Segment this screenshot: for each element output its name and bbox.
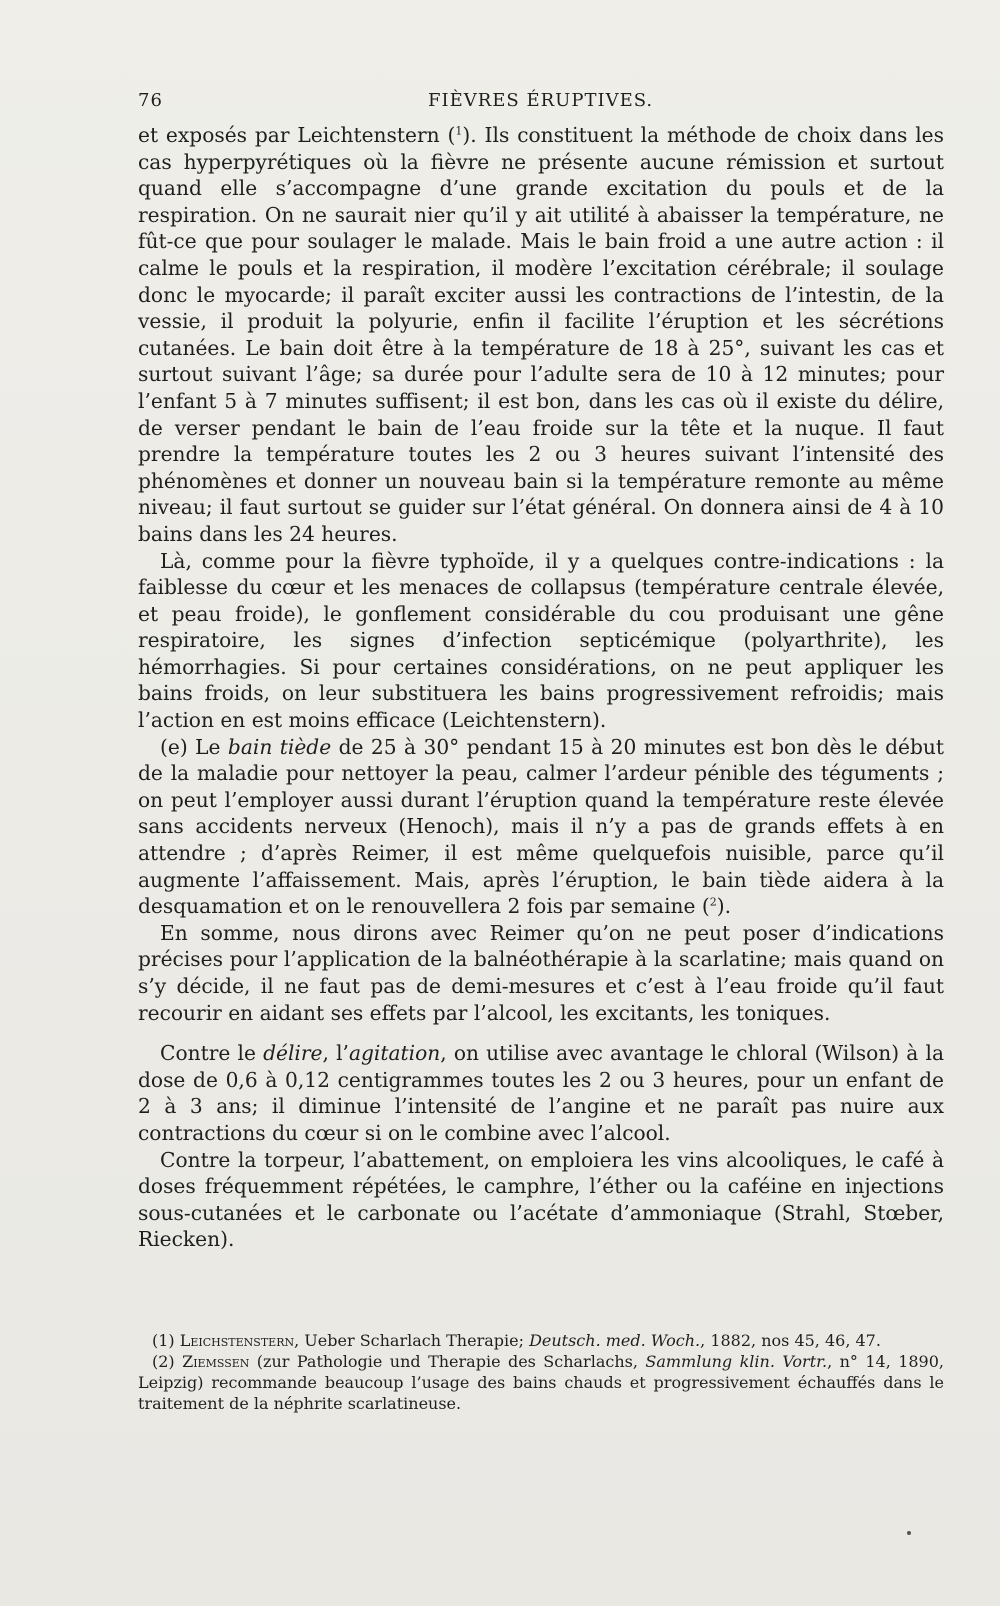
text-run: , n° 14, 1890, Leipzig) recommande beaucoup l’usage des bains chauds et progressivement échauffés dans le traitement de la néphrite scarlatineuse. xyxy=(138,1352,945,1413)
italic-term: agitation xyxy=(348,1041,441,1066)
paragraph-torpor: Contre la torpeur, l’abattement, on emploiera les vins alcooliques, le café à doses fréquemment répétées, le camphre, l’éther ou la caféine en injections sous-cutanées et le carbonate ou l’acétate d’ammoniaque (Strahl, Stœber, Riecken). xyxy=(138,1147,944,1252)
journal-title: Deutsch. med. Woch. xyxy=(529,1331,701,1350)
footnote-2 xyxy=(138,1351,944,1414)
footnote-author: Leichstenstern xyxy=(179,1331,295,1350)
footnote-ref-1: 1 xyxy=(455,124,463,138)
text-run: (zur Pathologie und Therapie des Scharlachs, xyxy=(249,1352,646,1371)
page-number: 76 xyxy=(138,90,163,111)
text-run: Contre le xyxy=(160,1041,264,1066)
text-run: , l’ xyxy=(322,1041,349,1066)
text-run: ). xyxy=(716,894,732,919)
paragraph-summary: En somme, nous dirons avec Reimer qu’on ne peut poser d’indications précises pour l’application de la balnéothérapie à la scarlatine; mais quand on s’y décide, il ne faut pas de demi-mesures et c’est à l’eau froide qu’il faut recourir en aidant ses effets par l’alcool, les excitants, les toniques. xyxy=(138,920,944,1025)
paragraph-cold-bath xyxy=(138,122,944,548)
footnote-author: Ziemssen xyxy=(182,1352,250,1371)
footnote-1 xyxy=(138,1330,944,1351)
footnote-ref-2: 2 xyxy=(709,895,717,909)
page-header xyxy=(138,90,938,114)
footnote-mark: (2) xyxy=(152,1352,175,1371)
text-run: et exposés par Leichtenstern ( xyxy=(138,123,456,147)
text-run: ). Ils constituent la méthode de choix dans les cas hyperpyrétiques où la fièvre ne présente aucune rémission et surtout quand elle s’accompagne d’une grande excitation du pouls et de la respiration. On ne saurait nier qu’il y ait utilité à abaisser la température, ne fût-ce que pour soulager le malade. Mais le bain froid a une autre action : il calme le pouls et la respiration, il modère l’excitation cérébrale; il soulage donc le myocarde; il paraît exciter aussi les contractions de l’intestin, de la vessie, il produit la polyurie, enfin il facilite l’éruption et les sécrétions cutanées. Le bain doit être à la température de 18 à 25°, suivant les cas et surtout suivant l’âge; sa durée pour l’adulte sera de 10 à 12 minutes; pour l’enfant 5 à 7 minutes suffisent; il est bon, dans les cas où il existe du délire, de verser pendant le bain de l’eau froide sur la tête et la nuque. Il faut prendre la température toutes les 2 ou 3 heures suivant l’intensité des phénomènes et donner un nouveau bain si la température remonte au même niveau; il faut surtout se guider sur l’état général. On donnera ainsi de 4 à 10 bains dans les 24 heures. xyxy=(138,123,944,546)
text-run: , Ueber Scharlach Therapie; xyxy=(294,1331,530,1350)
footnote-mark: (1) xyxy=(152,1331,175,1350)
paragraph-contraindications: Là, comme pour la fièvre typhoïde, il y a quelques contre-indications : la faiblesse du cœur et les menaces de collapsus (température centrale élevée, et peau froide), le gonflement considérable du cou produisant une gêne respiratoire, les signes d’infection septicémique (polyarthrite), les hémorrhagies. Si pour certaines considérations, on ne peut appliquer les bains froids, on leur substituera les bains progressivement refroidis; mais l’action en est moins efficace (Leichtenstern). xyxy=(138,548,944,733)
footnotes xyxy=(138,1330,944,1414)
text-run: , 1882, nos 45, 46, 47. xyxy=(700,1331,881,1350)
text-run: Le xyxy=(187,734,228,759)
paragraph-warm-bath xyxy=(138,734,944,920)
paragraph-delirium xyxy=(138,1040,944,1146)
journal-title: Sammlung klin. Vortr. xyxy=(645,1352,828,1371)
item-label: (e) xyxy=(160,734,188,759)
ink-speck xyxy=(907,1531,911,1535)
running-title: FIÈVRES ÉRUPTIVES. xyxy=(428,90,654,111)
text-run: , on utilise avec avantage le chloral (Wilson) à la dose de 0,6 à 0,12 centigrammes toutes les 2 ou 3 heures, pour un enfant de 2 à 3 ans; il diminue l’intensité de l’angine et ne paraît pas nuire aux contractions du cœur si on le combine avec l’alcool. xyxy=(138,1041,944,1145)
body-text xyxy=(138,122,944,1253)
italic-term: délire xyxy=(263,1041,323,1066)
italic-term: bain tiède xyxy=(227,734,332,759)
text-run: de 25 à 30° pendant 15 à 20 minutes est bon dès le début de la maladie pour nettoyer la peau, calmer l’ardeur pénible des téguments ; on peut l’employer aussi durant l’éruption quand la température reste élevée sans accidents nerveux (Henoch), mais il n’y a pas de grands effets à en attendre ; d’après Reimer, il est même quelquefois nuisible, parce qu’il augmente l’affaissement. Mais, après l’éruption, le bain tiède aidera à la desquamation et on le renouvellera 2 fois par semaine ( xyxy=(138,734,944,919)
